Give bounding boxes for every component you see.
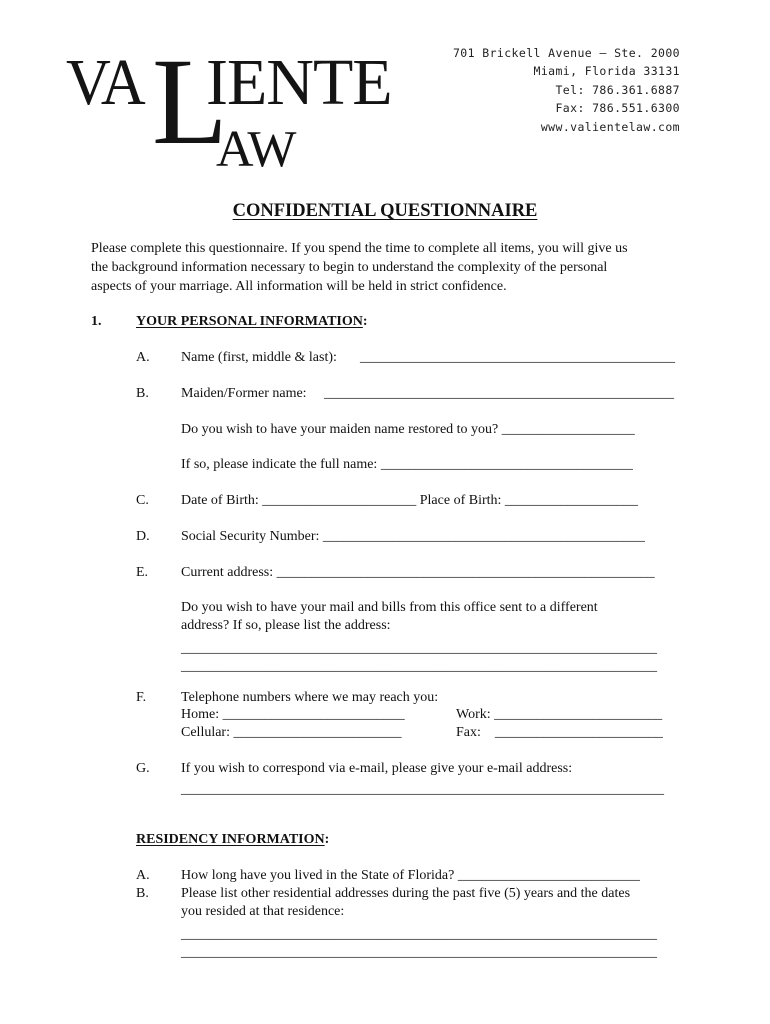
address-street: 701 Brickell Avenue – Ste. 2000 — [452, 46, 680, 60]
item-a-letter: A. — [136, 350, 150, 365]
email-field[interactable]: _____________________________________________________________________ — [181, 782, 664, 797]
section-1-heading-text: YOUR PERSONAL INFORMATION — [136, 314, 363, 329]
other-addresses-question-cont: you resided at that residence: — [181, 904, 345, 919]
document-title: CONFIDENTIAL QUESTIONNAIRE — [232, 201, 538, 221]
address-website: www.valientelaw.com — [540, 119, 680, 134]
section-1-heading-colon: : — [362, 314, 368, 329]
residency-a-letter: A. — [136, 868, 150, 883]
item-e-letter: E. — [136, 565, 149, 580]
ssn-field[interactable]: Social Security Number: ______________________________________________ — [181, 529, 645, 544]
maiden-name-label: Maiden/Former name: — [181, 386, 307, 401]
cell-phone-field[interactable]: Cellular: ________________________ — [181, 725, 402, 740]
other-addresses-line[interactable]: ____________________________________________________________________ — [181, 945, 657, 960]
residency-heading — [136, 831, 329, 849]
intro-line: the background information necessary to begin to understand the complexity of the personal — [91, 260, 608, 275]
home-phone-field[interactable]: Home: __________________________ — [181, 707, 405, 722]
address-fax: Fax: 786.551.6300 — [555, 101, 680, 116]
florida-residency-field[interactable]: How long have you lived in the State of Florida? __________________________ — [181, 868, 640, 883]
valiente-law-logo — [66, 33, 396, 178]
logo-l: L — [152, 33, 228, 170]
birth-date-place-field[interactable]: Date of Birth: ______________________ Place of Birth: ___________________ — [181, 493, 638, 508]
intro-line: Please complete this questionnaire. If you spend the time to complete all items, you will give us — [91, 241, 628, 256]
address-tel: Tel: 786.361.6887 — [555, 82, 680, 97]
residency-heading-colon: : — [324, 832, 330, 847]
logo-aw: AW — [216, 121, 295, 178]
address-city: Miami, Florida 33131 — [533, 64, 680, 79]
name-field[interactable]: _____________________________________________ — [360, 350, 675, 365]
mail-address-line[interactable]: ____________________________________________________________________ — [181, 659, 657, 674]
section-1-heading — [136, 313, 368, 331]
maiden-name-restore-question[interactable]: Do you wish to have your maiden name restored to you? ___________________ — [181, 422, 635, 437]
current-address-field[interactable]: Current address: ______________________________________________________ — [181, 565, 655, 580]
mail-address-line[interactable]: ____________________________________________________________________ — [181, 641, 657, 656]
email-label: If you wish to correspond via e-mail, please give your e-mail address: — [181, 761, 573, 776]
item-g-letter: G. — [136, 761, 150, 776]
logo-iente: IENTE — [206, 46, 392, 119]
mail-address-question-cont: address? If so, please list the address: — [181, 618, 391, 633]
item-d-letter: D. — [136, 529, 150, 544]
name-label: Name (first, middle & last): — [181, 350, 337, 365]
fax-field[interactable]: Fax: ________________________ — [456, 725, 663, 740]
full-name-question[interactable]: If so, please indicate the full name: ____________________________________ — [181, 457, 633, 472]
residency-b-letter: B. — [136, 886, 149, 901]
item-b-letter: B. — [136, 386, 149, 401]
work-phone-field[interactable]: Work: ________________________ — [456, 707, 663, 722]
intro-line: aspects of your marriage. All information will be held in strict confidence. — [91, 279, 507, 294]
maiden-name-field[interactable]: __________________________________________________ — [324, 386, 674, 401]
item-f-letter: F. — [136, 690, 147, 705]
residency-heading-text: RESIDENCY INFORMATION — [136, 832, 325, 847]
other-addresses-line[interactable]: ____________________________________________________________________ — [181, 927, 657, 942]
logo-va: VA — [66, 46, 144, 119]
letterhead-address — [453, 44, 680, 136]
mail-address-question: Do you wish to have your mail and bills from this office sent to a different — [181, 600, 598, 615]
item-c-letter: C. — [136, 493, 149, 508]
telephone-label: Telephone numbers where we may reach you: — [181, 690, 439, 705]
intro-paragraph — [91, 239, 691, 296]
section-1-number: 1. — [91, 314, 102, 329]
other-addresses-question: Please list other residential addresses during the past five (5) years and the dates — [181, 886, 631, 901]
